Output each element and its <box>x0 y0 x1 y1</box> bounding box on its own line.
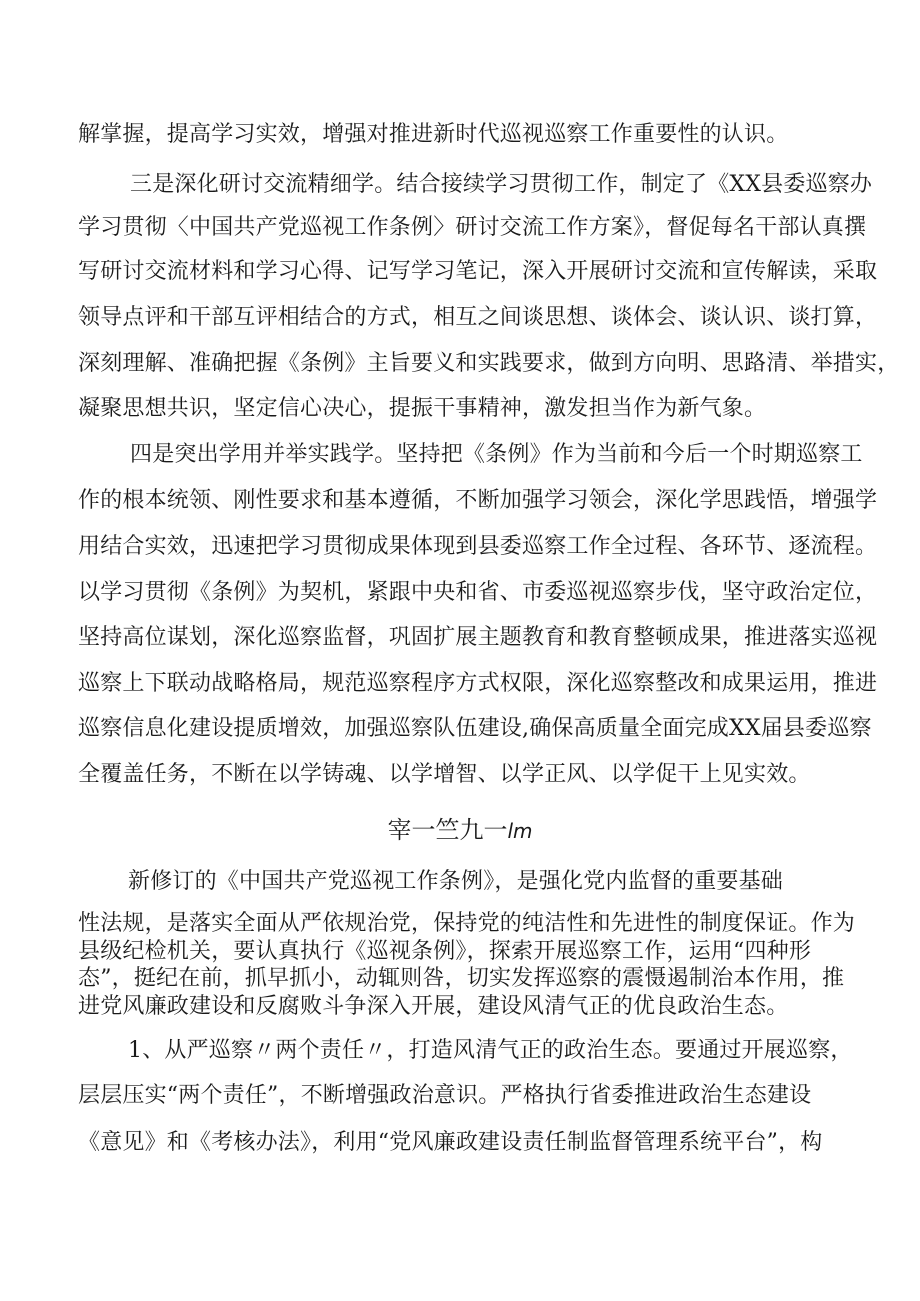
body-line: 全覆盖任务，不断在以学铸魂、以学增智、以学正风、以学促干上见实效。 <box>78 762 811 787</box>
body-line: 领导点评和干部互评相结合的方式，相互之间谈思想、谈体会、谈认识、谈打算， <box>78 305 878 330</box>
body-line: 新修订的《中国共产党巡视工作条例》，是强化党内监督的重要基础 <box>128 869 784 894</box>
body-line: 巡察信息化建设提质增效，加强巡察队伍建设,确保高质量全面完成XX届县委巡察 <box>78 716 872 741</box>
heading-suffix: lm <box>507 819 533 843</box>
body-line: 作的根本统领、刚性要求和基本遵循，不断加强学习领会，深化学思践悟，增强学 <box>78 488 878 513</box>
body-line: 三是深化研讨交流精细学。结合接续学习贯彻工作，制定了《XX县委巡察办 <box>130 172 873 197</box>
body-line: 四是突出学用并举实践学。坚持把《条例》作为当前和今后一个时期巡察工 <box>130 442 863 467</box>
body-line: 县级纪检机关，要认真执行《巡视条例》，探索开展巡察工作，运用“四种形 <box>78 939 812 964</box>
section-heading <box>0 815 920 846</box>
body-line: 《意见》和《考核办法》，利用“党风廉政建设责任制监督管理系统平台”，构 <box>78 1130 823 1155</box>
body-line: 解掌握，提高学习实效，增强对推进新时代巡视巡察工作重要性的认识。 <box>78 122 789 147</box>
body-line: 1、从严巡察〃两个责任〃，打造风清气正的政治生态。要通过开展巡察， <box>128 1038 853 1063</box>
body-line: 性法规，是落实全面从严依规治党，保持党的纯洁性和先进性的制度保证。作为 <box>78 911 856 936</box>
body-line: 层层压实“两个责任”，不断增强政治意识。严格执行省委推进政治生态建设 <box>78 1083 812 1108</box>
body-line: 以学习贯彻《条例》为契机，紧跟中央和省、市委巡视巡察步伐，坚守政治定位， <box>78 580 878 605</box>
body-line: 进党风廉政建设和反腐败斗争深入开展，建设风清气正的优良政治生态。 <box>78 994 789 1019</box>
body-line: 写研讨交流材料和学习心得、记写学习笔记，深入开展研讨交流和宣传解读，采取 <box>78 259 878 284</box>
body-line: 凝聚思想共识，坚定信心决心，提振干事精神，激发担当作为新气象。 <box>78 396 767 421</box>
body-line: 深刻理解、准确把握《条例》主旨要义和实践要求，做到方向明、思路清、举措实， <box>78 351 900 376</box>
body-line: 坚持高位谋划，深化巡察监督，巩固扩展主题教育和教育整顿成果，推进落实巡视 <box>78 625 878 650</box>
body-line: 态”，挺纪在前，抓早抓小，动辄则咎，切实发挥巡察的震慑遏制治本作用，推 <box>78 966 845 991</box>
heading-main: 宰一竺九一 <box>387 816 508 844</box>
body-line: 学习贯彻〈中国共产党巡视工作条例〉研讨交流工作方案》，督促每名干部认真撰 <box>78 215 867 240</box>
body-line: 用结合实效，迅速把学习贯彻成果体现到县委巡察工作全过程、各环节、逐流程。 <box>78 534 878 559</box>
body-line: 巡察上下联动战略格局，规范巡察程序方式权限，深化巡察整改和成果运用，推进 <box>78 671 878 696</box>
